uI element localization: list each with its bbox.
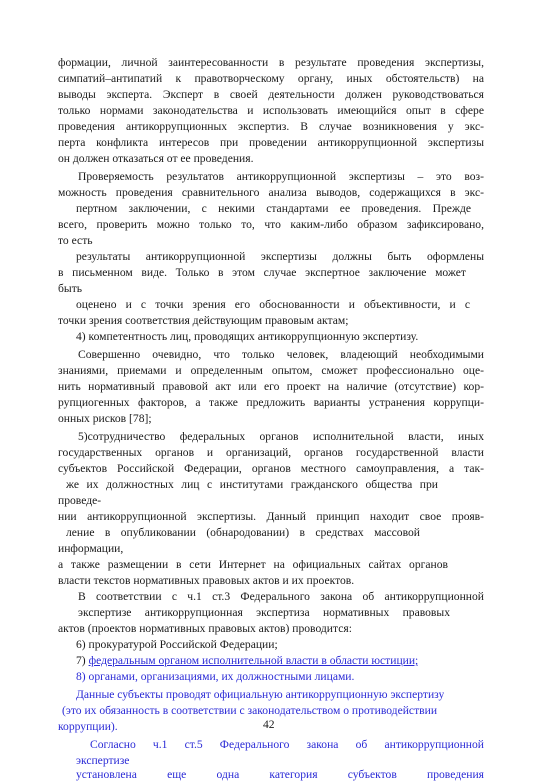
list-marker: 7) (76, 654, 86, 667)
text-line: пертном заключении, с некими стандартами ее проведения. Прежде (76, 202, 471, 215)
text-line: в письменном виде. Только в этом случае экспертное заключение может (58, 266, 466, 279)
list-item (76, 653, 418, 668)
text-line: нии антикоррупционной экспертизы. Данный принцип находит свое прояв- (58, 510, 484, 523)
text-line: можность проведения сравнительного анализа выводов, содержащихся в экс- (58, 186, 484, 199)
text-line: власти текстов нормативных правовых актов и их проектов. (58, 574, 355, 587)
text-line: установлена еще одна категория субъектов проведения (76, 768, 484, 781)
text-line: Проверяемость результатов антикоррупционной экспертизы – это воз- (78, 170, 484, 183)
text-line: субъектов Российской Федерации, органов местного самоуправления, а так- (58, 462, 484, 475)
text-line: рупциогенных факторов, а также предложить варианты устранения коррупци- (58, 396, 484, 409)
text-line: формации, личной заинтересованности в результате проведения экспертизы, (58, 56, 484, 69)
text-line: то есть (58, 234, 93, 247)
text-line: же их должностных лиц с институтами гражданского общества при (66, 478, 438, 491)
text-line: он должен отказаться от ее проведения. (58, 152, 254, 165)
text-line: В соответствии с ч.1 ст.3 Федерального закона об антикоррупционной (78, 590, 484, 603)
text-line: актов (проектов нормативных правовых актов) проводится: (58, 622, 352, 635)
text-line: оценено и с точки зрения его обоснованности и объективности, и с (76, 298, 470, 311)
text-line: информации, (58, 542, 124, 555)
text-line: нить нормативный правовой акт или его проект на наличие (отсутствие) кор- (58, 380, 484, 393)
text-line: (это их обязанность в соответствии с законодательством о противодействии (62, 704, 438, 717)
text-line: 4) компетентность лиц, проводящих антикоррупционную экспертизу. (76, 330, 419, 343)
text-line: Согласно ч.1 ст.5 Федерального закона об антикоррупционной (90, 738, 484, 751)
text-line: симпатий–антипатий к правотворческому органу, иных обстоятельств) на (58, 72, 484, 85)
text-line: Совершенно очевидно, что только человек, владеющий необходимыми (78, 348, 484, 361)
text-line: 6) прокуратурой Российской Федерации; (76, 638, 278, 651)
text-line: государственных органов и организаций, органов государственной власти (58, 446, 484, 459)
justice-ministry-link[interactable]: федеральным органом исполнительной власти в области юстиции; (88, 654, 419, 667)
page-number: 42 (263, 718, 275, 731)
text-line: 5)сотрудничество федеральных органов исполнительной власти, иных (78, 430, 484, 443)
text-line: а также размещении в сети Интернет на официальных сайтах органов (58, 558, 448, 571)
text-line: проведения антикоррупционных экспертиз. В случае возникновения у экс- (58, 120, 484, 133)
text-line: экспертизе антикоррупционная экспертиза нормативных правовых (78, 606, 450, 619)
text-line: онных рисков [78]; (58, 412, 152, 425)
text-line: ление в опубликовании (обнародовании) в средствах массовой (66, 526, 420, 539)
text-line: точки зрения соответствия действующим правовым актам; (58, 314, 349, 327)
text-line: проведе- (58, 494, 102, 507)
text-line: быть (58, 282, 83, 295)
text-line: 8) органами, организациями, их должностными лицами. (76, 670, 355, 683)
text-line: только нормами законодательства и использовать имеющийся опыт в сфере (58, 104, 484, 117)
text-line: коррупции). (58, 720, 118, 733)
text-line: экспертизе (76, 754, 130, 767)
text-line: перта конфликта интересов при проведении антикоррупционной экспертизы (58, 136, 484, 149)
text-line: выводы эксперта. Эксперт в своей деятельности должен руководствоваться (58, 88, 484, 101)
text-line: Данные субъекты проводят официальную антикоррупционную экспертизу (76, 688, 445, 701)
text-line: знаниями, приемами и определенным опытом, сможет профессионально оце- (58, 364, 484, 377)
text-line: результаты антикоррупционной экспертизы должны быть оформлены (76, 250, 484, 263)
text-line: всего, проверить можно только то, что каким-либо образом зафиксировано, (58, 218, 484, 231)
